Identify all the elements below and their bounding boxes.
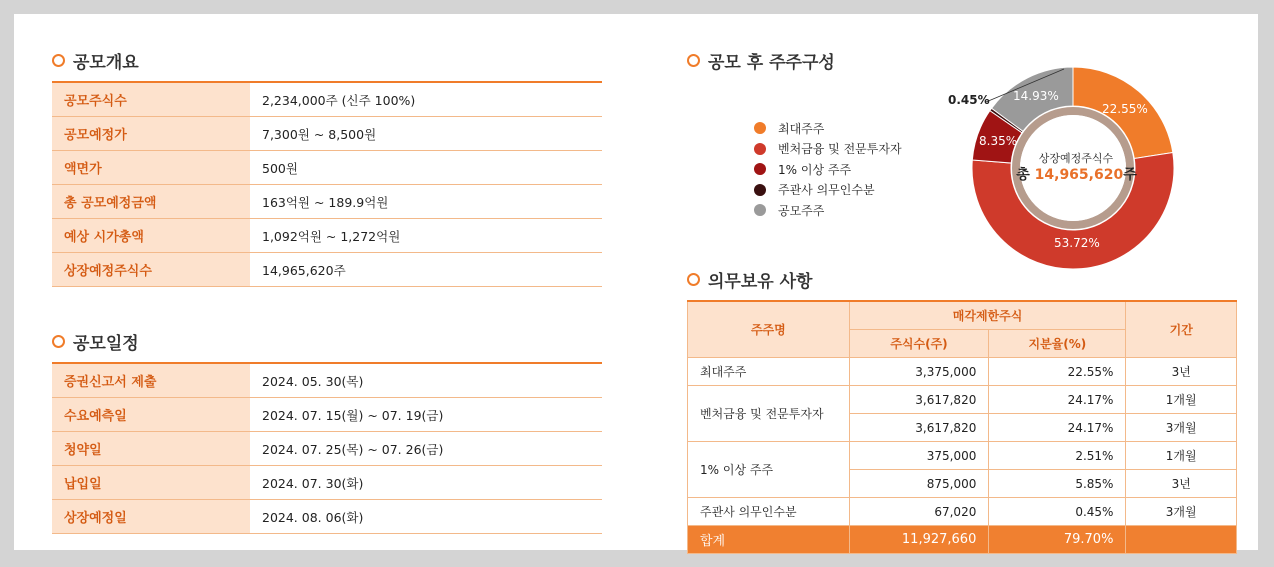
- section-bullet-icon: [687, 273, 700, 286]
- holder-name: 1% 이상 주주: [688, 442, 850, 498]
- holder-name: 벤처금융 및 전문투자자: [688, 386, 850, 442]
- row-label: 총 공모예정금액: [52, 185, 250, 219]
- total-shares: 11,927,660: [849, 526, 989, 554]
- donut-center-suffix: 주: [1123, 167, 1137, 183]
- lockup-section-title: [687, 267, 812, 292]
- row-value: 2,234,000주 (신주 100%): [250, 82, 602, 117]
- period-cell: 3개월: [1126, 414, 1237, 442]
- slice-label-underwriter: 0.45%: [948, 93, 990, 107]
- ratio-cell: 5.85%: [989, 470, 1126, 498]
- ratio-cell: 24.17%: [989, 386, 1126, 414]
- period-cell: 3개월: [1126, 498, 1237, 526]
- donut-center-prefix: 총: [1016, 167, 1030, 183]
- row-label: 증권신고서 제출: [52, 363, 250, 398]
- row-label: 공모주식수: [52, 82, 250, 117]
- slice-label-1pct-holders: 8.35%: [979, 134, 1018, 148]
- row-label: 상장예정주식수: [52, 253, 250, 287]
- ratio-cell: 0.45%: [989, 498, 1126, 526]
- total-row: [688, 526, 1237, 554]
- legend-label: 벤처금융 및 전문투자자: [778, 142, 902, 157]
- lockup-table: [687, 300, 1237, 554]
- period-cell: 1개월: [1126, 442, 1237, 470]
- shares-cell: 3,375,000: [849, 358, 989, 386]
- period-cell: 3년: [1126, 358, 1237, 386]
- row-label: 예상 시가총액: [52, 219, 250, 253]
- schedule-table: [52, 362, 602, 534]
- table-row: [688, 498, 1237, 526]
- composition-title: 공모 후 주주구성: [708, 53, 835, 73]
- row-label: 액면가: [52, 151, 250, 185]
- table-header-row: [688, 301, 1237, 330]
- total-label: 합계: [688, 526, 850, 554]
- row-value: 2024. 08. 06(화): [250, 500, 602, 534]
- period-cell: 1개월: [1126, 386, 1237, 414]
- total-ratio: 79.70%: [989, 526, 1126, 554]
- row-value: 2024. 07. 15(월) ~ 07. 19(금): [250, 398, 602, 432]
- slice-label-major-holder: 22.55%: [1102, 102, 1148, 116]
- total-period: [1126, 526, 1237, 554]
- table-row: [52, 363, 602, 398]
- donut-center-label: 상장예정주식수: [1038, 152, 1114, 165]
- shares-cell: 875,000: [849, 470, 989, 498]
- shares-cell: 3,617,820: [849, 414, 989, 442]
- header-ratio: 지분율(%): [989, 330, 1126, 358]
- table-row: [688, 386, 1237, 414]
- donut-center-total: [1009, 164, 1144, 184]
- ratio-cell: 2.51%: [989, 442, 1126, 470]
- header-holder: 주주명: [688, 301, 850, 358]
- period-cell: 3년: [1126, 470, 1237, 498]
- row-value: 7,300원 ~ 8,500원: [250, 117, 602, 151]
- slice-label-venture: 53.72%: [1054, 236, 1100, 250]
- schedule-title: 공모일정: [73, 334, 139, 354]
- legend-label: 주관사 의무인수분: [778, 183, 875, 198]
- legend-label: 최대주주: [778, 121, 825, 136]
- shares-cell: 67,020: [849, 498, 989, 526]
- holder-name: 최대주주: [688, 358, 850, 386]
- donut-center-value: 14,965,620: [1034, 167, 1124, 183]
- section-bullet-icon: [52, 335, 65, 348]
- table-row: [52, 466, 602, 500]
- slice-label-public: 14.93%: [1013, 89, 1059, 103]
- table-row: [52, 398, 602, 432]
- shares-cell: 375,000: [849, 442, 989, 470]
- row-label: 공모예정가: [52, 117, 250, 151]
- holder-name: 주관사 의무인수분: [688, 498, 850, 526]
- header-restricted: 매각제한주식: [849, 301, 1126, 330]
- table-row: [688, 358, 1237, 386]
- table-row: [52, 432, 602, 466]
- row-label: 상장예정일: [52, 500, 250, 534]
- ipo-summary-page: [14, 14, 1258, 550]
- row-value: 2024. 07. 30(화): [250, 466, 602, 500]
- legend-label: 공모주주: [778, 203, 825, 218]
- legend-label: 1% 이상 주주: [778, 162, 852, 177]
- schedule-section-title: [52, 329, 139, 354]
- header-shares: 주식수(주): [849, 330, 989, 358]
- table-row: [52, 500, 602, 534]
- row-value: 500원: [250, 151, 602, 185]
- row-label: 납입일: [52, 466, 250, 500]
- header-period: 기간: [1126, 301, 1237, 358]
- row-value: 14,965,620주: [250, 253, 602, 287]
- table-row: [688, 442, 1237, 470]
- row-value: 2024. 07. 25(목) ~ 07. 26(금): [250, 432, 602, 466]
- row-value: 1,092억원 ~ 1,272억원: [250, 219, 602, 253]
- ratio-cell: 22.55%: [989, 358, 1126, 386]
- lockup-title: 의무보유 사항: [708, 272, 813, 292]
- row-label: 수요예측일: [52, 398, 250, 432]
- row-label: 청약일: [52, 432, 250, 466]
- offering-title: 공모개요: [73, 53, 139, 73]
- row-value: 2024. 05. 30(목): [250, 363, 602, 398]
- shares-cell: 3,617,820: [849, 386, 989, 414]
- row-value: 163억원 ~ 189.9억원: [250, 185, 602, 219]
- ratio-cell: 24.17%: [989, 414, 1126, 442]
